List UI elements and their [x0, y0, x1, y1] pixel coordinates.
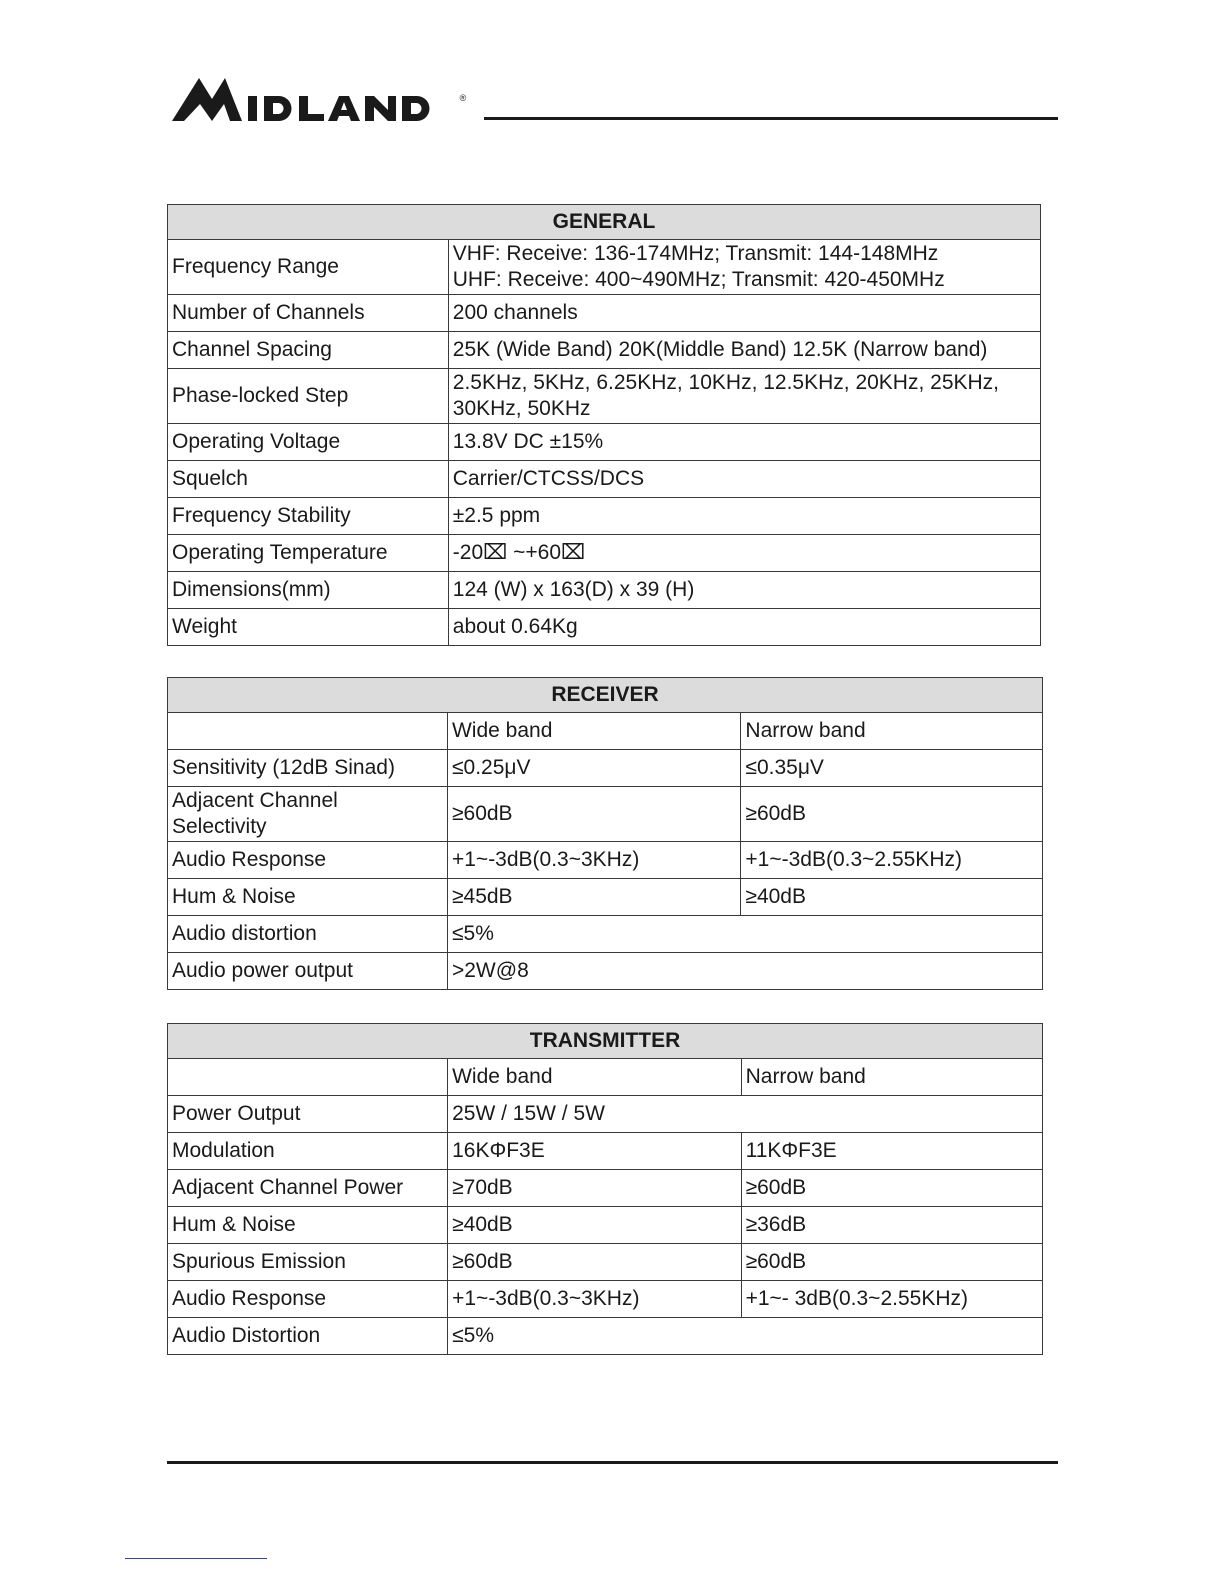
table-row	[168, 916, 1043, 953]
spec-label: Weight	[168, 609, 449, 646]
spec-label: Frequency Stability	[168, 498, 449, 535]
column-header-wide: Wide band	[447, 713, 740, 750]
spec-narrow-value: ≥60dB	[741, 1244, 1042, 1281]
spec-value	[448, 369, 1040, 424]
transmitter-spec-table	[167, 1023, 1043, 1355]
spec-label: Hum & Noise	[168, 879, 448, 916]
table-row	[168, 424, 1041, 461]
table-row	[168, 369, 1041, 424]
spec-narrow-value: 11KΦF3E	[741, 1133, 1042, 1170]
link-underline	[125, 1558, 267, 1559]
table-row	[168, 879, 1043, 916]
spec-narrow-value: ≥36dB	[741, 1207, 1042, 1244]
spec-value: ≤5%	[448, 1318, 1043, 1355]
spec-wide-value: ≥60dB	[447, 787, 740, 842]
spec-label: Operating Temperature	[168, 535, 449, 572]
spec-label: Audio power output	[168, 953, 448, 990]
column-header-narrow: Narrow band	[741, 713, 1043, 750]
registered-mark: ®	[459, 93, 467, 103]
table-row	[168, 787, 1043, 842]
spec-value: 13.8V DC ±15%	[448, 424, 1040, 461]
spec-value: -20⌧ ~+60⌧	[448, 535, 1040, 572]
footer-rule	[167, 1461, 1058, 1464]
table-row	[168, 1133, 1043, 1170]
midland-logo	[172, 74, 472, 124]
spec-wide-value: +1~-3dB(0.3~3KHz)	[447, 842, 740, 879]
table-row	[168, 295, 1041, 332]
table-row	[168, 1244, 1043, 1281]
spec-label: Phase-locked Step	[168, 369, 449, 424]
spec-label-line: Selectivity	[172, 815, 267, 838]
spec-label-line: Adjacent Channel	[172, 789, 338, 813]
spec-label: Sensitivity (12dB Sinad)	[168, 750, 448, 787]
spec-label: Audio Response	[168, 1281, 448, 1318]
spec-value	[448, 240, 1040, 295]
spec-label: Number of Channels	[168, 295, 449, 332]
table-row	[168, 842, 1043, 879]
transmitter-section-title: TRANSMITTER	[168, 1024, 1043, 1059]
spec-narrow-value: ≥60dB	[741, 1170, 1042, 1207]
table-row	[168, 332, 1041, 369]
receiver-section-title: RECEIVER	[168, 678, 1043, 713]
table-row	[168, 1096, 1043, 1133]
table-row	[168, 240, 1041, 295]
general-spec-table	[167, 204, 1041, 646]
spec-value: about 0.64Kg	[448, 609, 1040, 646]
spec-label	[168, 787, 448, 842]
table-row	[168, 750, 1043, 787]
empty-header-cell	[168, 713, 448, 750]
empty-header-cell	[168, 1059, 448, 1096]
spec-label: Operating Voltage	[168, 424, 449, 461]
spec-label: Frequency Range	[168, 240, 449, 295]
spec-value: ±2.5 ppm	[448, 498, 1040, 535]
table-row	[168, 498, 1041, 535]
spec-value: ≤5%	[447, 916, 1042, 953]
spec-wide-value: 16KΦF3E	[448, 1133, 741, 1170]
table-row	[168, 1207, 1043, 1244]
column-header-wide: Wide band	[448, 1059, 741, 1096]
table-row	[168, 1318, 1043, 1355]
spec-wide-value: ≥45dB	[447, 879, 740, 916]
column-header-narrow: Narrow band	[741, 1059, 1042, 1096]
spec-narrow-value: +1~-3dB(0.3~2.55KHz)	[741, 842, 1043, 879]
table-row	[168, 953, 1043, 990]
page-header	[172, 74, 1058, 124]
spec-label: Power Output	[168, 1096, 448, 1133]
spec-wide-value: ≥40dB	[448, 1207, 741, 1244]
spec-label: Adjacent Channel Power	[168, 1170, 448, 1207]
table-header-row	[168, 1059, 1043, 1096]
spec-label: Dimensions(mm)	[168, 572, 449, 609]
spec-label: Spurious Emission	[168, 1244, 448, 1281]
table-row	[168, 535, 1041, 572]
receiver-spec-table	[167, 677, 1043, 990]
spec-value: >2W@8	[447, 953, 1042, 990]
spec-label: Audio Distortion	[168, 1318, 448, 1355]
spec-label: Audio Response	[168, 842, 448, 879]
header-rule	[484, 117, 1058, 120]
table-row	[168, 572, 1041, 609]
spec-label: Audio distortion	[168, 916, 448, 953]
table-row	[168, 609, 1041, 646]
spec-narrow-value: ≥40dB	[741, 879, 1043, 916]
spec-value: 200 channels	[448, 295, 1040, 332]
spec-narrow-value: +1~- 3dB(0.3~2.55KHz)	[741, 1281, 1042, 1318]
general-section-title: GENERAL	[168, 205, 1041, 240]
spec-wide-value: ≥70dB	[448, 1170, 741, 1207]
spec-value-line: VHF: Receive: 136-174MHz; Transmit: 144-148MHz	[452, 242, 939, 266]
spec-wide-value: +1~-3dB(0.3~3KHz)	[448, 1281, 741, 1318]
spec-label: Channel Spacing	[168, 332, 449, 369]
spec-narrow-value: ≤0.35μV	[741, 750, 1043, 787]
spec-value: 25K (Wide Band) 20K(Middle Band) 12.5K (Narrow band)	[448, 332, 1040, 369]
spec-wide-value: ≤0.25μV	[447, 750, 740, 787]
table-row	[168, 1281, 1043, 1318]
spec-value-line: 30KHz, 50KHz	[452, 397, 591, 420]
table-row	[168, 461, 1041, 498]
spec-label: Squelch	[168, 461, 449, 498]
table-row	[168, 1170, 1043, 1207]
spec-narrow-value: ≥60dB	[741, 787, 1043, 842]
spec-label: Hum & Noise	[168, 1207, 448, 1244]
spec-value-line: 2.5KHz, 5KHz, 6.25KHz, 10KHz, 12.5KHz, 20KHz, 25KHz,	[452, 371, 1000, 395]
spec-value: 124 (W) x 163(D) x 39 (H)	[448, 572, 1040, 609]
spec-value: Carrier/CTCSS/DCS	[448, 461, 1040, 498]
spec-label: Modulation	[168, 1133, 448, 1170]
spec-value-line: UHF: Receive: 400~490MHz; Transmit: 420-450MHz	[452, 268, 945, 291]
table-header-row	[168, 713, 1043, 750]
spec-value: 25W / 15W / 5W	[448, 1096, 1043, 1133]
spec-wide-value: ≥60dB	[448, 1244, 741, 1281]
